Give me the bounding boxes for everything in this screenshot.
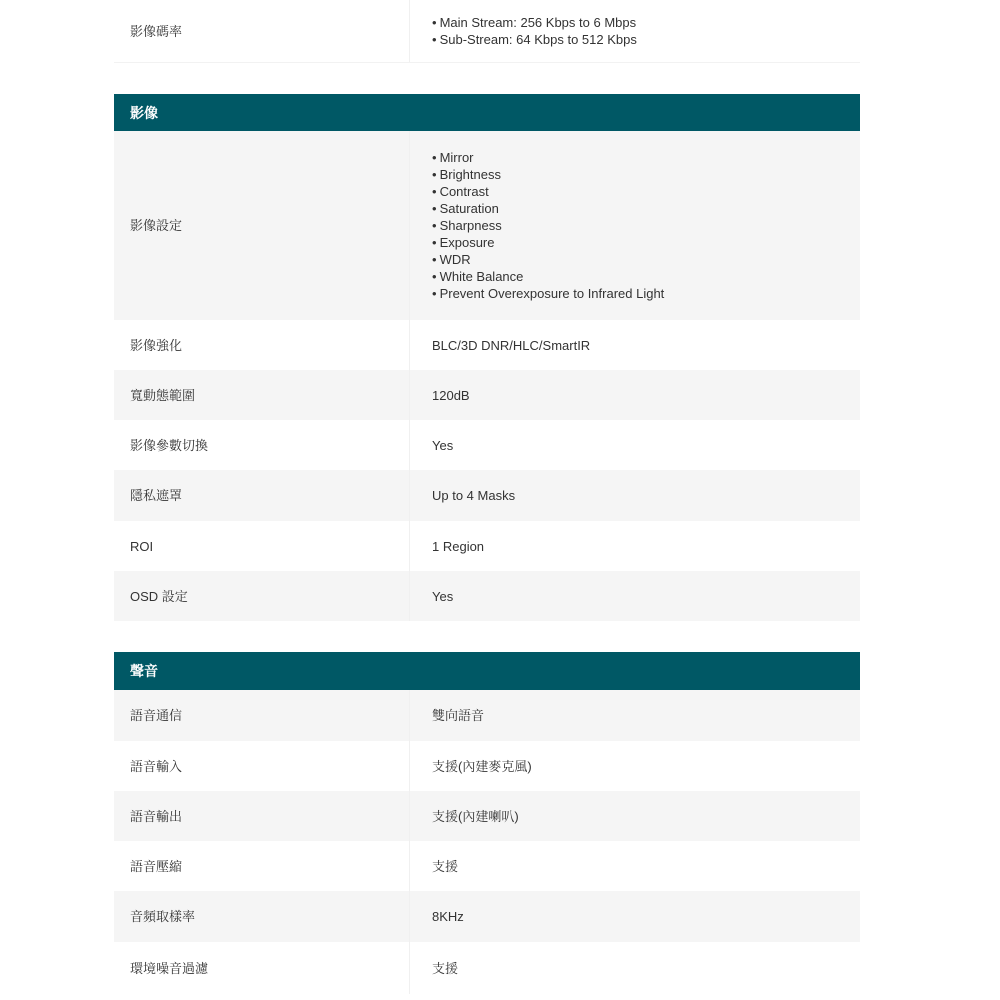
spec-value-list xyxy=(432,149,860,302)
spec-label: 影像設定 xyxy=(114,131,410,320)
spec-value-item: • Main Stream: 256 Kbps to 6 Mbps xyxy=(432,14,860,31)
spec-value: 支援 xyxy=(432,960,459,976)
spec-label: 語音壓縮 xyxy=(114,841,410,891)
spec-value xyxy=(410,0,860,62)
spec-value xyxy=(410,131,860,320)
spec-label: 語音輸入 xyxy=(114,741,410,791)
spec-row-image-param-switch xyxy=(114,420,860,470)
spec-value: 8KHz xyxy=(432,909,464,924)
spec-value: 支援(內建喇叭) xyxy=(432,808,519,824)
spec-value: Up to 4 Masks xyxy=(432,488,516,503)
spec-value: BLC/3D DNR/HLC/SmartIR xyxy=(432,337,591,353)
spec-row-audio-output xyxy=(114,791,860,841)
spec-value-item: • Sub-Stream: 64 Kbps to 512 Kbps xyxy=(432,31,860,48)
spec-value: 支援(內建麥克風) xyxy=(432,758,532,774)
spec-label: 環境噪音過濾 xyxy=(114,942,410,994)
spec-row-roi xyxy=(114,521,860,571)
spec-label: 寬動態範圍 xyxy=(114,370,410,420)
spec-row-privacy-mask xyxy=(114,470,860,521)
spec-value-item: • Sharpness xyxy=(432,217,860,234)
spec-label: 語音輸出 xyxy=(114,791,410,841)
spec-value: Yes xyxy=(432,588,454,604)
spec-row-noise-filter xyxy=(114,942,860,994)
spec-label: 語音通信 xyxy=(114,690,410,741)
spec-row-audio-sample-rate xyxy=(114,891,860,942)
spec-row-video-bitrate xyxy=(114,0,860,63)
spec-row-image-enhancement xyxy=(114,320,860,370)
spec-value: 支援 xyxy=(432,858,459,874)
spec-value: 120dB xyxy=(432,387,470,403)
spec-value-item: • Saturation xyxy=(432,200,860,217)
spec-label: 隱私遮罩 xyxy=(114,470,410,521)
section-header-video: 影像 xyxy=(114,94,860,131)
spec-value-item: • White Balance xyxy=(432,268,860,285)
section-header-audio: 聲音 xyxy=(114,652,860,690)
spec-row-wdr xyxy=(114,370,860,420)
spec-value-item: • Exposure xyxy=(432,234,860,251)
spec-table xyxy=(114,0,860,994)
spec-value: 雙向語音 xyxy=(432,708,485,723)
spec-row-audio-input xyxy=(114,741,860,791)
spec-value-item: • Brightness xyxy=(432,166,860,183)
spec-label: 影像碼率 xyxy=(114,0,410,62)
spec-value-list xyxy=(432,14,860,48)
spec-label: ROI xyxy=(114,521,410,571)
spec-label: 影像參數切換 xyxy=(114,420,410,470)
section-gap xyxy=(114,621,860,652)
spec-value-item: • Mirror xyxy=(432,149,860,166)
spec-label: 音頻取樣率 xyxy=(114,891,410,942)
section-gap xyxy=(114,63,860,94)
spec-row-image-settings xyxy=(114,131,860,320)
spec-label: 影像強化 xyxy=(114,320,410,370)
spec-value-item: • WDR xyxy=(432,251,860,268)
spec-value: 1 Region xyxy=(432,538,485,554)
spec-label: OSD 設定 xyxy=(114,571,410,621)
spec-row-audio-compression xyxy=(114,841,860,891)
spec-value-item: • Prevent Overexposure to Infrared Light xyxy=(432,285,860,302)
spec-row-osd xyxy=(114,571,860,621)
spec-value: Yes xyxy=(432,437,454,453)
spec-row-voice-communication xyxy=(114,690,860,741)
spec-value-item: • Contrast xyxy=(432,183,860,200)
